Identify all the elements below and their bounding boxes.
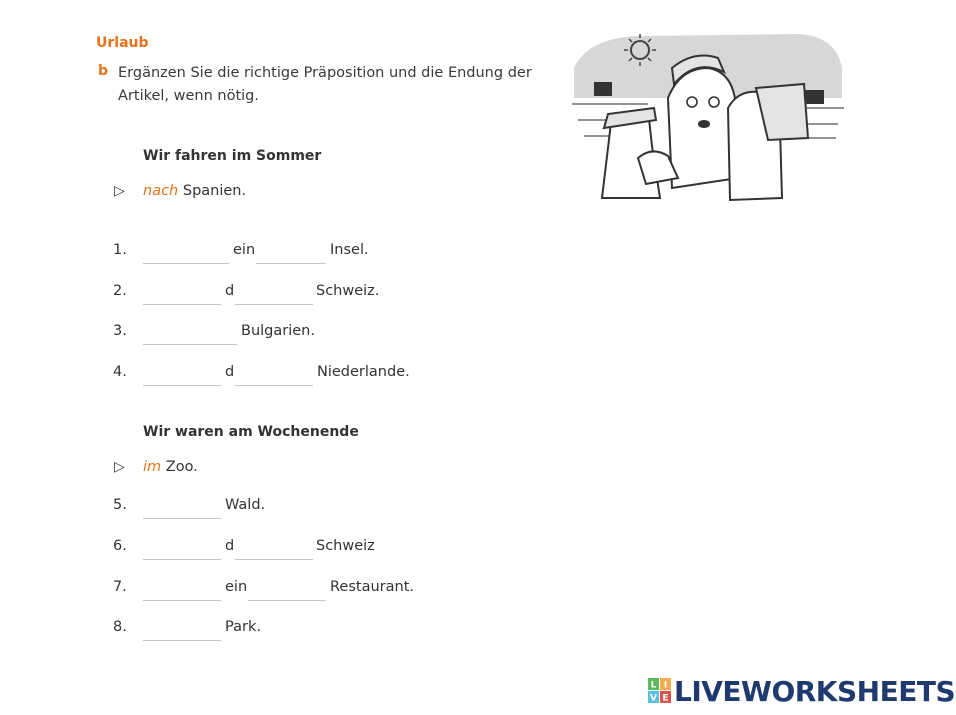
logo-wordmark: LIVEWORKSHEETS [674, 674, 956, 708]
item-number: 2. [113, 283, 127, 299]
example-arrow-icon: ▷ [114, 459, 125, 475]
item-number: 8. [113, 619, 127, 635]
answer-input-8a[interactable] [143, 619, 221, 641]
item-number: 6. [113, 538, 127, 554]
answer-input-2b[interactable] [235, 283, 313, 305]
exercise-row [0, 619, 956, 643]
item-text: Wald. [225, 497, 266, 513]
logo-tile-v: V [650, 693, 657, 704]
exercise-row [0, 538, 956, 562]
item-text: Schweiz [316, 538, 375, 554]
tourists-illustration [568, 28, 848, 206]
item-text: ein [233, 242, 256, 258]
example-rest: Zoo. [165, 459, 198, 475]
answer-input-4b[interactable] [235, 364, 313, 386]
logo-tile-i: I [663, 680, 668, 691]
answer-input-6a[interactable] [143, 538, 221, 560]
item-text: Park. [225, 619, 261, 635]
item-text: Insel. [330, 242, 369, 258]
item-number: 5. [113, 497, 127, 513]
example-rest: Spanien. [182, 183, 247, 199]
item-text: ein [225, 579, 248, 595]
example-arrow-icon: ▷ [114, 183, 125, 199]
answer-input-2a[interactable] [143, 283, 221, 305]
item-text: Schweiz. [316, 283, 380, 299]
exercise-row [0, 283, 956, 307]
logo-tiles-icon [648, 678, 672, 704]
answer-input-6b[interactable] [235, 538, 313, 560]
example-answer: nach [143, 183, 179, 199]
section-title: Urlaub [96, 35, 149, 51]
item-number: 4. [113, 364, 127, 380]
exercise-row [0, 364, 956, 388]
exercise-row [0, 579, 956, 603]
answer-input-1a[interactable] [143, 242, 229, 264]
exercise-row [0, 242, 956, 266]
item-number: 7. [113, 579, 127, 595]
example-answer: im [143, 459, 162, 475]
answer-input-7a[interactable] [143, 579, 221, 601]
logo-tile-e: E [662, 693, 669, 704]
answer-input-4a[interactable] [143, 364, 221, 386]
section-heading-weekend: Wir waren am Wochenende [143, 424, 359, 440]
item-text: Bulgarien. [241, 323, 315, 339]
example-row [0, 459, 956, 483]
exercise-row [0, 323, 956, 347]
answer-input-7b[interactable] [248, 579, 326, 601]
item-text: Restaurant. [330, 579, 414, 595]
item-number: 1. [113, 242, 127, 258]
item-number: 3. [113, 323, 127, 339]
section-heading-summer: Wir fahren im Sommer [143, 148, 322, 164]
item-text: d [225, 538, 235, 554]
item-text: d [225, 364, 235, 380]
exercise-row [0, 497, 956, 521]
item-text: d [225, 283, 235, 299]
logo-tile-l: L [650, 680, 657, 691]
answer-input-3a[interactable] [143, 323, 237, 345]
answer-input-1b[interactable] [256, 242, 326, 264]
task-instruction: Ergänzen Sie die richtige Präposition und die Endung der Artikel, wenn nötig. [118, 65, 532, 104]
liveworksheets-logo [648, 674, 955, 708]
example-row [0, 183, 956, 207]
answer-input-5a[interactable] [143, 497, 221, 519]
item-text: Niederlande. [317, 364, 410, 380]
task-letter: b [98, 63, 109, 79]
